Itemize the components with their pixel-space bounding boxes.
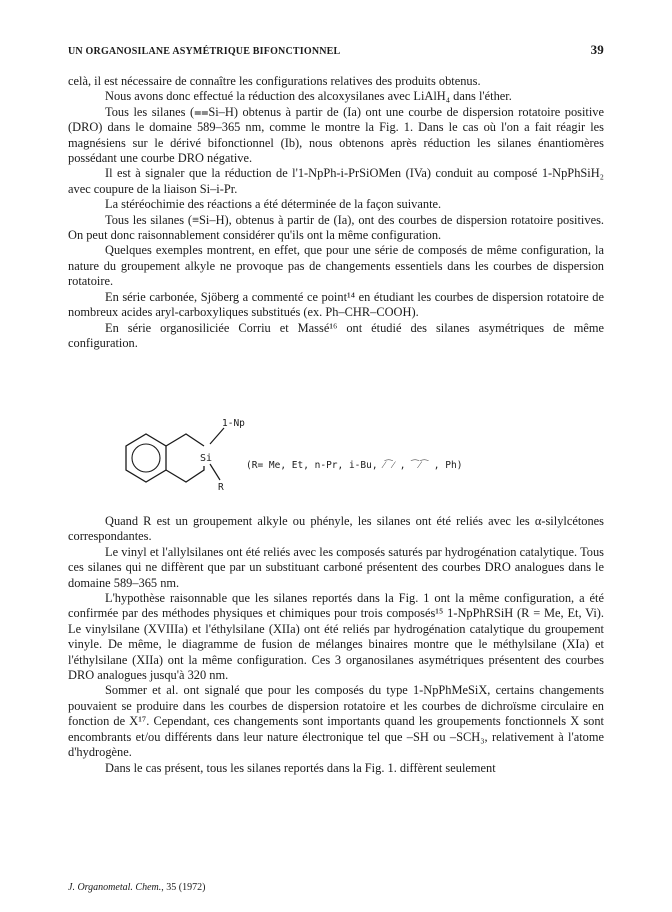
paragraph: Nous avons donc effectué la réduction des alcoxysilanes avec LiAlH₄ dans l'éther.	[105, 89, 512, 104]
r-group-label: R	[218, 482, 224, 493]
paragraph: Il est à signaler que la réduction de l'1-NpPh-i-PrSiOMen (IVa) conduit au composé 1-NpPhSiH₂ avec coupure de la liaison Si–i-Pr.	[68, 166, 604, 196]
paragraph: L'hypothèse raisonnable que les silanes reportés dans la Fig. 1 ont la même configuration, a été confirmée par des méthodes physiques et chimiques pour trois composés¹⁵ 1-NpPhRSiH (R = Me, Et, Vi). Le vinylsilane (XVIIIa) et l'éthylsilane (XIIa) ont été reliés par hydrogénation catalytique du groupement vinyle. De même, le diagramme de fusion de mélanges binaires montre que le méthylsilane (XIa) et l'éthylsilane (XIIa) ont la même configuration. Ces 3 organosilanes asymétriques présentent des courbes DRO analogues jusqu'à 320 nm.	[68, 591, 604, 683]
paragraph: Dans le cas présent, tous les silanes reportés dans la Fig. 1. diffèrent seulement	[105, 760, 496, 775]
structure-caption: (R= Me, Et, n-Pr, i-Bu, ⁄⁀⁄ , ⁀⁄⁀ , Ph)	[246, 460, 463, 471]
paragraph: celà, il est nécessaire de connaître les configurations relatives des produits obtenus.	[68, 74, 481, 88]
paragraph: Quand R est un groupement alkyle ou phényle, les silanes ont été reliés avec les α-silylcétones correspondantes.	[68, 514, 604, 544]
journal-volume: , 35 (1972)	[161, 882, 206, 893]
paragraph: Sommer et al. ont signalé que pour les composés du type 1-NpPhMeSiX, certains changements pouvaient se produire dans les courbes de dispersion rotatoire et les courbes de dichroïsme circulaire en fonction de X¹⁷. Cependant, ces changements sont importants quand les groupements fonctionnels X sont encombrants et/ou différents dans leur nature électronique tel que –SH ou –SCH₃, relativement à l'atome d'hydrogène.	[68, 683, 604, 760]
tetrahydrosilanaphthalene-structure	[106, 416, 226, 506]
paragraph: Quelques exemples montrent, en effet, que pour une série de composés de même configuration, la nature du groupement alkyle ne provoque pas de changements essentiels dans les courbes de dispersion rotatoire.	[68, 243, 604, 289]
journal-name: J. Organometal. Chem.	[68, 882, 162, 893]
paragraph: Tous les silanes (⩵Si–H) obtenus à partir de (Ia) ont une courbe de dispersion rotatoire positive (DRO) dans le domaine 589–365 nm, comme le montre la Fig. 1. Dans le cas où l'on a fait réagir les magnésiens sur le dérivé bifonctionnel (Ib), nous obtenons après réduction les silanes énantiomères possédant une courbe DRO négative.	[68, 104, 604, 166]
journal-footer	[68, 882, 205, 893]
naphthyl-label: 1-Np	[222, 418, 245, 429]
paragraph: En série carbonée, Sjöberg a commenté ce point¹⁴ en étudiant les courbes de dispersion rotatoire de nombreux acides aryl-carboxyliques substitués (ex. Ph–CHR–COOH).	[68, 289, 604, 320]
chemical-structure	[68, 416, 604, 508]
running-title: UN ORGANOSILANE ASYMÉTRIQUE BIFONCTIONNEL	[68, 46, 341, 57]
body-text-top	[68, 74, 604, 351]
body-text-bottom	[68, 514, 604, 776]
silicon-atom-label: Si	[200, 453, 213, 464]
paragraph: Le vinyl et l'allylsilanes ont été reliés avec les composés saturés par hydrogénation catalytique. Tous ces silanes qui ne diffèrent que par un substituant carboné présentent des courbes DRO analogues dans le domaine 589–365 nm.	[68, 544, 604, 590]
paragraph: Tous les silanes (≡Si–H), obtenus à partir de (Ia), ont des courbes de dispersion rotatoire positives. On peut donc raisonnablement considérer qu'ils ont la même configuration.	[68, 212, 604, 243]
page-number: 39	[590, 42, 604, 57]
running-header	[68, 42, 604, 58]
paragraph: En série organosiliciée Corriu et Massé¹⁶ ont étudié des silanes asymétriques de même configuration.	[68, 320, 604, 350]
paragraph: La stéréochimie des réactions a été déterminée de la façon suivante.	[105, 197, 442, 212]
